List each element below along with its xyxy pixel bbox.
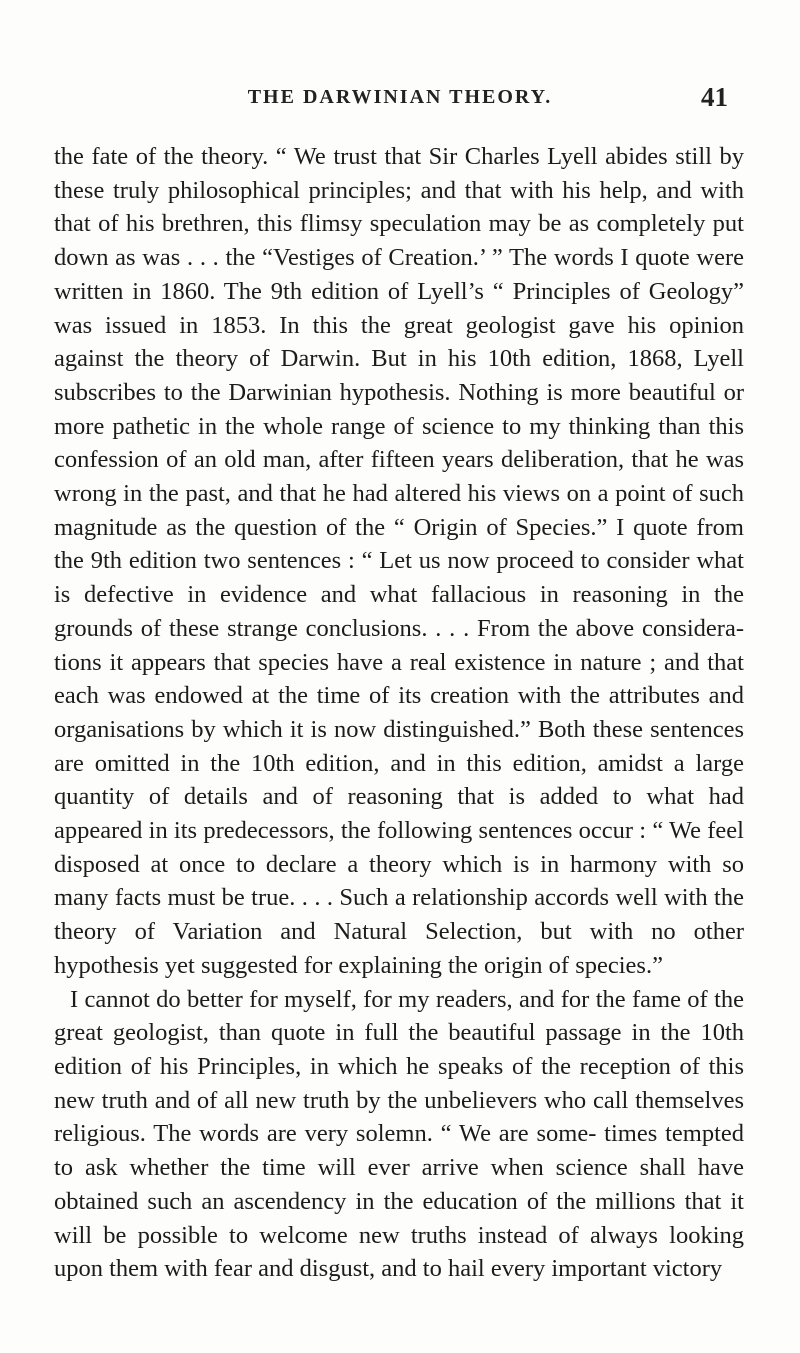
page-number: 41	[701, 82, 728, 112]
running-head	[0, 82, 800, 120]
body-text	[54, 140, 744, 1286]
paragraph: the fate of the theory. “ We trust that Sir Charles Lyell abides still by these truly philosophical principles; and that with his help, and with that of his brethren, this flimsy speculation may be as completely put down as was . . . the “Vestiges of Creation.’ ” The words I quote were written in 1860. The 9th edition of Lyell’s “ Principles of Geology” was issued in 1853. In this the great geologist gave his opinion against the theory of Darwin. But in his 10th edition, 1868, Lyell subscribes to the Darwinian hypothesis. Nothing is more beautiful or more pathetic in the whole range of science to my thinking than this confession of an old man, after fifteen years deliberation, that he was wrong in the past, and that he had altered his views on a point of such magnitude as the question of the “ Origin of Species.” I quote from the 9th edition two sentences : “ Let us now proceed to consider what is defective in evidence and what fallacious in reasoning in the grounds of these strange conclusions. . . . From the above considera- tions it appears that species have a real existence in nature ; and that each was endowed at the time of its creation with the attributes and organisations by which it is now distinguished.” Both these sentences are omitted in the 10th edition, and in this edition, amidst a large quantity of details and of reasoning that is added to what had appeared in its predecessors, the following sentences occur : “ We feel disposed at once to declare a theory which is in harmony with so many facts must be true. . . . Such a relationship accords well with the theory of Variation and Natural Selection, but with no other hypothesis yet suggested for explaining the origin of species.”	[54, 143, 744, 979]
running-title: THE DARWINIAN THEORY.	[247, 86, 553, 108]
paragraph: I cannot do better for myself, for my readers, and for the fame of the great geologist, than quote in full the beautiful passage in the 10th edition of his Principles, in which he speaks of the reception of this new truth and of all new truth by the unbelievers who call themselves religious. The words are very solemn. “ We are some- times tempted to ask whether the time will ever arrive when science shall have obtained such an ascendency in the education of the millions that it will be possible to welcome new truths instead of always looking upon them with fear and disgust, and to hail every important victory	[54, 985, 744, 1283]
